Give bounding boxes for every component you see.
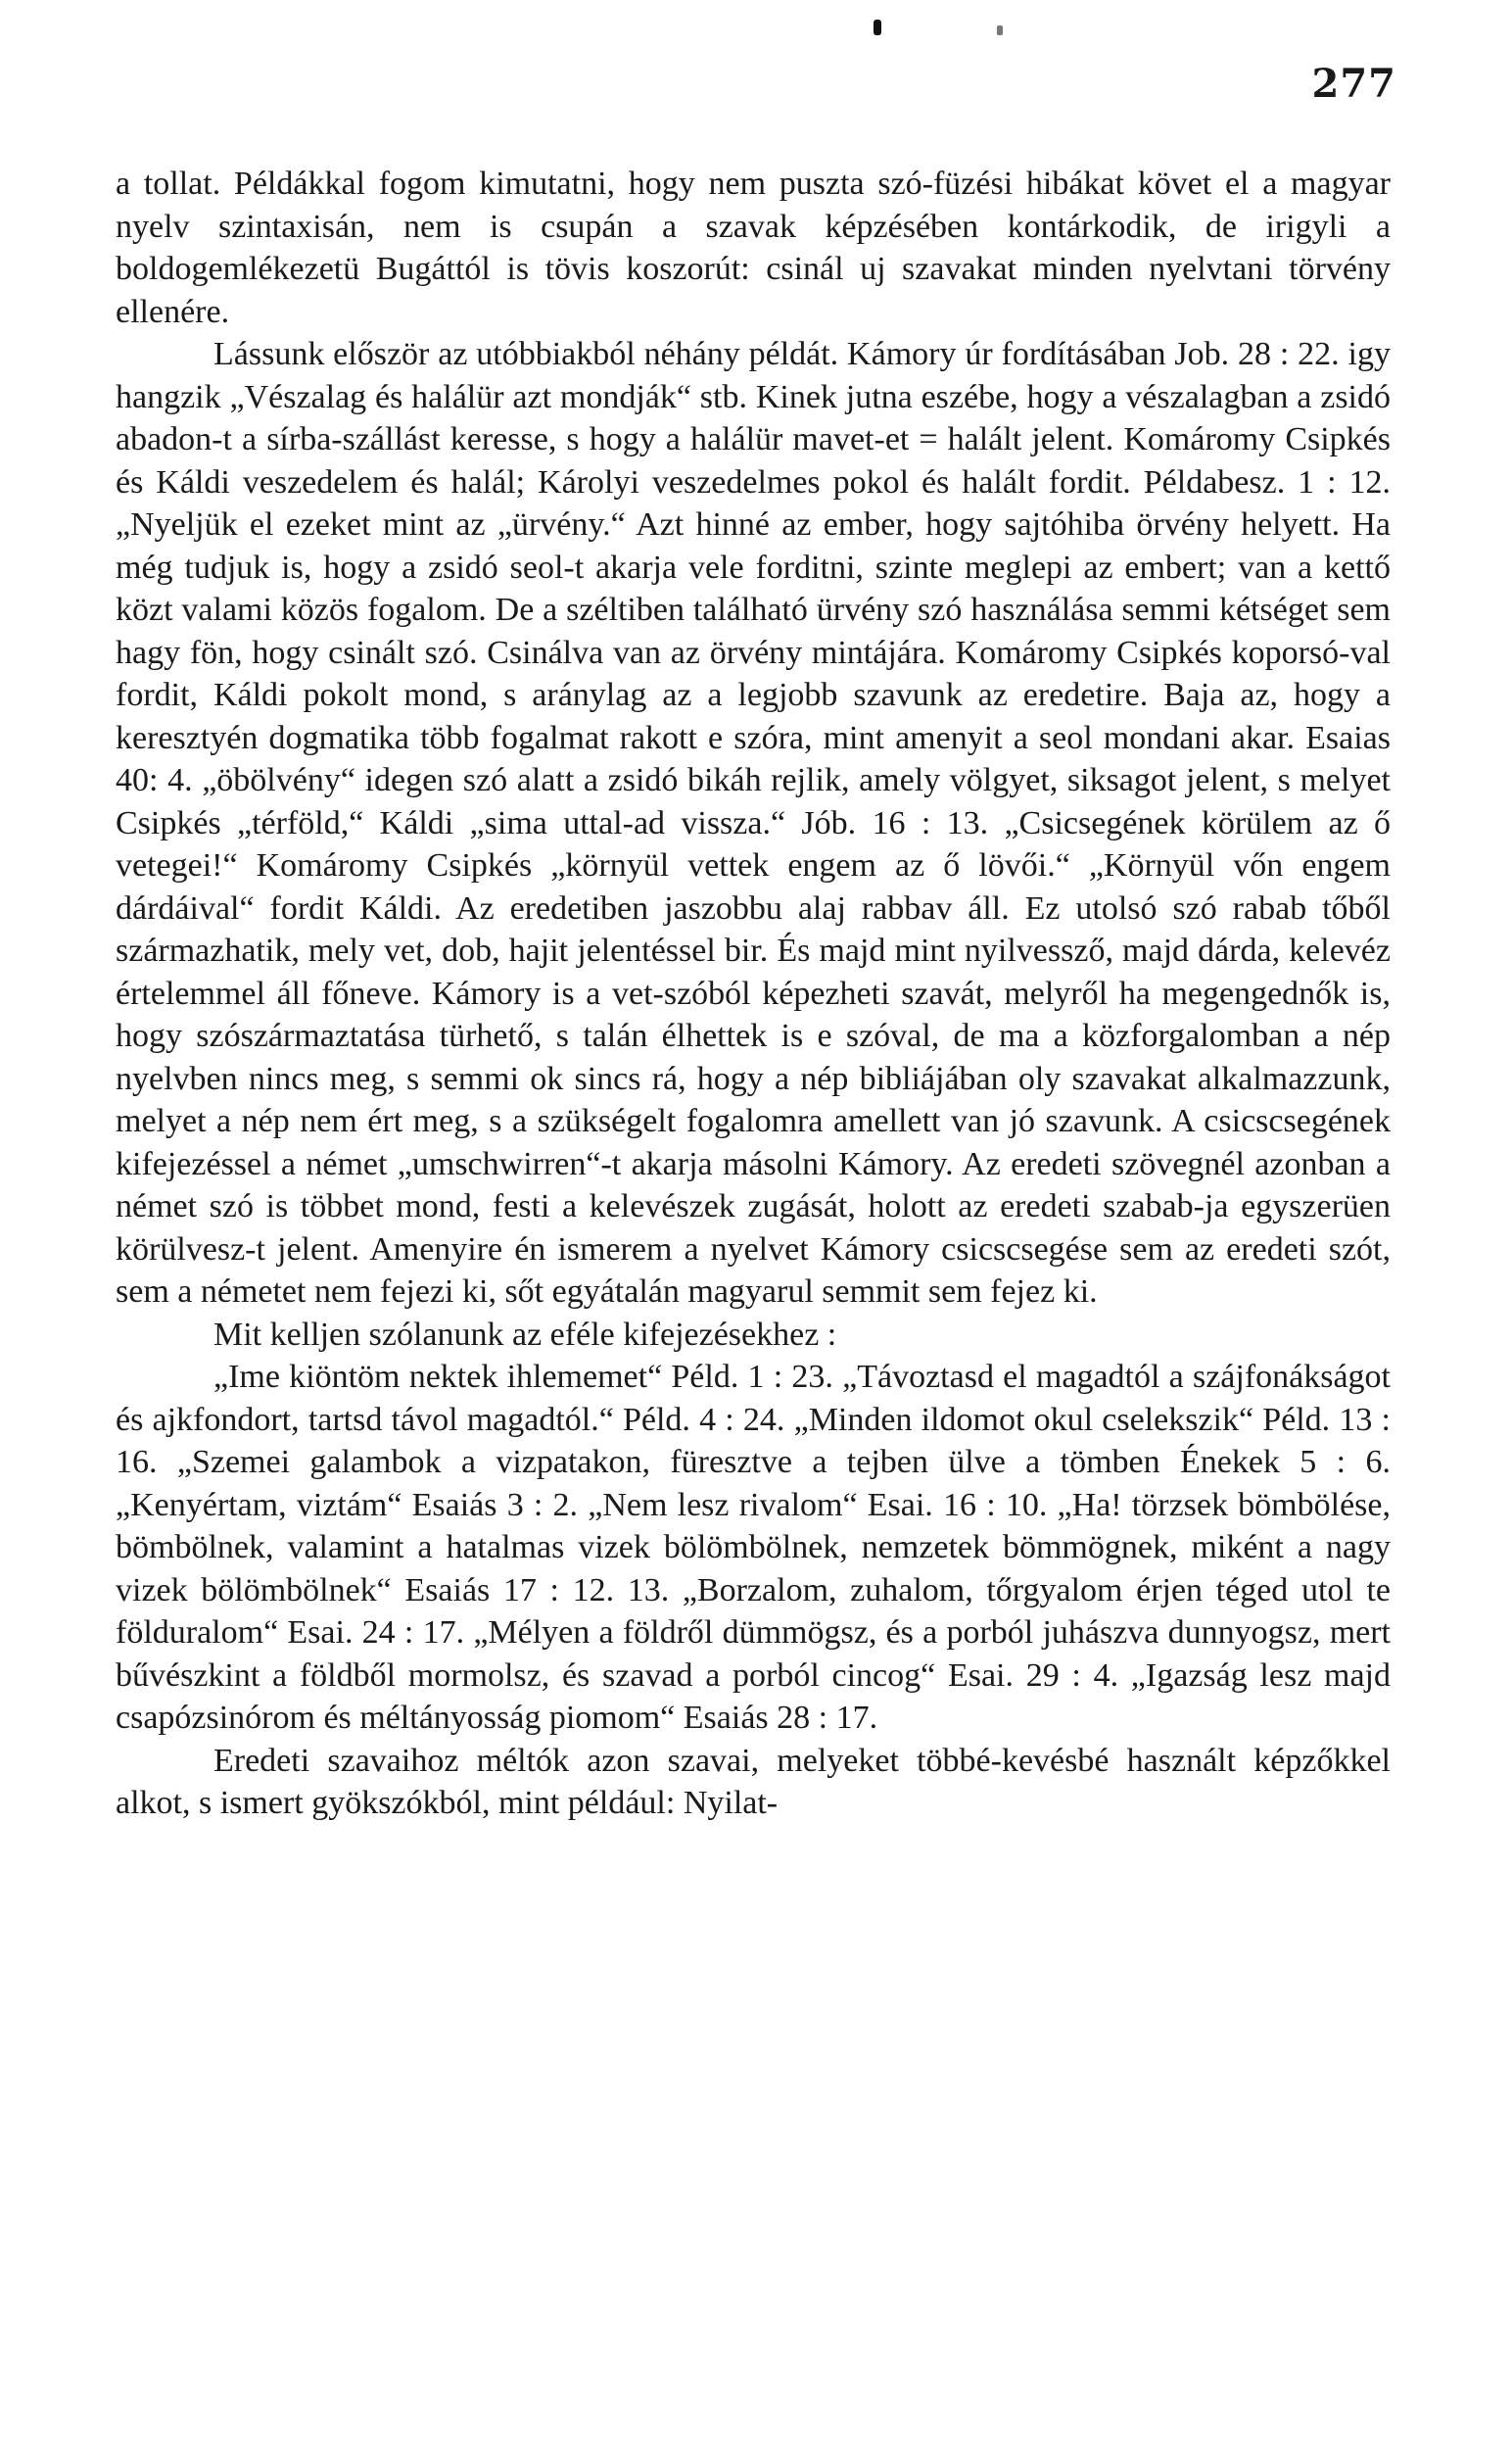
paragraph-2: Lássunk először az utóbbiakból néhány példát. Kámory úr fordításában Job. 28 : 22. igy hangzik „Vészalag és halálür azt mondják“ stb. Kinek jutna eszébe, hogy a vészalagban a zsidó abadon-t a sírba-szállást keresse, s hogy a halálür mavet-et = halált jelent. Komáromy Csipkés és Káldi veszedelem és halál; Károlyi veszedelmes pokol és halált fordit. Példabesz. 1 : 12. „Nyeljük el ezeket mint az „ürvény.“ Azt hinné az ember, hogy sajtóhiba örvény helyett. Ha még tudjuk is, hogy a zsidó seol-t akarja vele forditni, szinte meglepi az embert; van a kettő közt valami közös fogalom. De a széltiben található ürvény szó használása semmi kétséget sem hagy fön, hogy csinált szó. Csinálva van az örvény mintájára. Komáromy Csipkés koporsó-val fordit, Káldi pokolt mond, s aránylag az a legjobb szavunk az eredetire. Baja az, hogy a keresztyén dogmatika több fogalmat rakott e szóra, mint amenyit a seol mondani akar. Esaias 40: 4. „öbölvény“ idegen szó alatt a zsidó bikáh rejlik, amely völgyet, siksagot jelent, s melyet Csipkés „térföld,“ Káldi „sima uttal-ad vissza.“ Jób. 16 : 13. „Csicsegének körülem az ő vetegei!“ Komáromy Csipkés „környül vettek engem az ő lövői.“ „Környül vőn engem dárdáival“ fordit Káldi. Az eredetiben jaszobbu alaj rabbav áll. Ez utolsó szó rabab tőből származhatik, mely vet, dob, hajit jelentéssel bir. És majd mint nyilvessző, majd dárda, kelevéz értelemmel áll főneve. Kámory is a vet-szóból képezheti szavát, melyről ha megengednők is, hogy szószármaztatása türhető, s talán élhettek is e szóval, de ma a közforgalomban a nép nyelvben nincs meg, s semmi ok sincs rá, hogy a nép bibliájában oly szavakat alkalmazzunk, melyet a nép nem ért meg, s a szükségelt fogalomra amellett van jó szavunk. A csicscsegének kifejezéssel a német „umschwirren“-t akarja másolni Kámory. Az eredeti szövegnél azonban a német szó is többet mond, festi a kelevészek zugását, holott az eredeti szabab-ja egyszerüen körülvesz-t jelent. Amenyire én ismerem a nyelvet Kámory csicscsegése sem az eredeti szót, sem a németet nem fejezi ki, sőt egyátalán magyarul semmit sem fejez ki. <box>116 336 1391 1310</box>
paragraph-5: Eredeti szavaihoz méltók azon szavai, melyeket többé-kevésbé használt képzőkkel alkot, s ismert gyökszókból, mint például: Nyilat- <box>116 1742 1391 1821</box>
text-body <box>116 163 1391 1825</box>
paragraph-1: a tollat. Példákkal fogom kimutatni, hogy nem puszta szó-füzési hibákat követ el a magyar nyelv szintaxisán, nem is csupán a szavak képzésében kontárkodik, de irigyli a boldogemlékezetü Bugáttól is tövis koszorút: csinál uj szavakat minden nyelvtani törvény ellenére. <box>116 166 1391 330</box>
page-number: 277 <box>1311 61 1396 107</box>
ink-speck <box>997 25 1003 35</box>
paragraph-3: Mit kelljen szólanunk az eféle kifejezésekhez : <box>213 1316 837 1353</box>
paragraph-4: „Ime kiöntöm nektek ihlememet“ Péld. 1 : 23. „Távoztasd el magadtól a szájfonákságot és ajkfondort, tartsd távol magadtól.“ Péld. 4 : 24. „Minden ildomot okul cselekszik“ Péld. 13 : 16. „Szemei galambok a vizpatakon, füresztve a tejben ülve a tömben Énekek 5 : 6. „Kenyértam, viztám“ Esaiás 3 : 2. „Nem lesz rivalom“ Esai. 16 : 10. „Ha! törzsek bömbölése, bömbölnek, valamint a hatalmas vizek bölömbölnek, nemzetek bömmögnek, miként a nagy vizek bölömbölnek“ Esaiás 17 : 12. 13. „Borzalom, zuhalom, tőrgyalom érjen téged utol te földuralom“ Esai. 24 : 17. „Mélyen a földről dümmögsz, és a porból juhászva dunnyogsz, mert bűvészkint a földből mormolsz, és szavad a porból cincog“ Esai. 29 : 4. „Igazság lesz majd csapózsinórom és méltányosság piomom“ Esaiás 28 : 17. <box>116 1359 1391 1736</box>
ink-mark <box>874 20 881 35</box>
